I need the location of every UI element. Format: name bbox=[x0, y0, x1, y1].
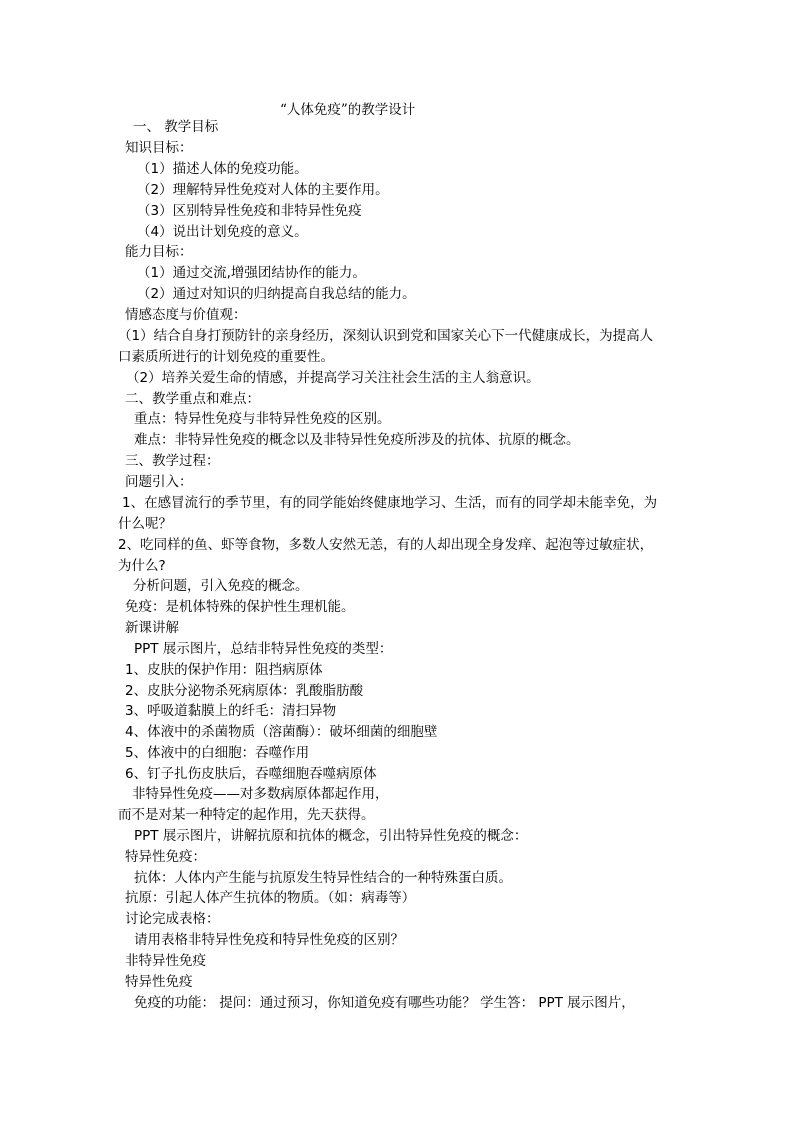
text-line: （4）说出计划免疫的意义。 bbox=[137, 224, 308, 240]
text-line: 特异性免疫： bbox=[125, 849, 206, 865]
text-line: 抗体：人体内产生能与抗原发生特异性结合的一种特殊蛋白质。 bbox=[134, 870, 512, 886]
text-line: 难点：非特异性免疫的概念以及非特异性免疫所涉及的抗体、抗原的概念。 bbox=[134, 432, 580, 448]
text-line: （1）结合自身打预防针的亲身经历，深刻认识到党和国家关心下一代健康成长，为提高人 bbox=[118, 328, 654, 344]
text-line: 免疫：是机体特殊的保护性生理机能。 bbox=[125, 599, 355, 615]
text-line: 讨论完成表格： bbox=[125, 911, 220, 927]
text-line: 2、吃同样的鱼、虾等食物，多数人安然无恙，有的人却出现全身发痒、起泡等过敏症状， bbox=[118, 537, 654, 553]
text-line: 1、皮肤的保护作用：阻挡病原体 bbox=[125, 662, 323, 678]
text-line: 重点：特异性免疫与非特异性免疫的区别。 bbox=[134, 411, 391, 427]
text-line: 免疫的功能： 提问：通过预习，你知道免疫有哪些功能？ 学生答： PPT 展示图片， bbox=[134, 995, 635, 1011]
text-line: 5、体液中的白细胞：吞噬作用 bbox=[125, 745, 310, 761]
text-line: （2）通过对知识的归纳提高自我总结的能力。 bbox=[137, 286, 416, 302]
text-line: 分析问题，引入免疫的概念。 bbox=[133, 578, 309, 594]
text-line: 1、在感冒流行的季节里，有的同学能始终健康地学习、生活，而有的同学却未能幸免，为 bbox=[122, 495, 658, 511]
text-line: 情感态度与价值观： bbox=[125, 307, 247, 323]
text-line: 非特异性免疫 bbox=[125, 953, 206, 969]
text-line: 非特异性免疫——对多数病原体都起作用， bbox=[132, 786, 389, 802]
text-line: 为什么? bbox=[118, 558, 166, 574]
text-line: （1）通过交流,增强团结协作的能力。 bbox=[137, 265, 366, 281]
text-line: 二、教学重点和难点： bbox=[125, 391, 260, 407]
text-line: 知识目标： bbox=[125, 140, 193, 156]
text-line: 6、钉子扎伤皮肤后，吞噬细胞吞噬病原体 bbox=[125, 766, 377, 782]
text-line: 4、体液中的杀菌物质（溶菌酶）：破坏细菌的细胞壁 bbox=[125, 724, 438, 740]
text-line: 特异性免疫 bbox=[125, 974, 193, 990]
text-line: 3、呼吸道黏膜上的纤毛：清扫异物 bbox=[125, 703, 337, 719]
text-line: （1）描述人体的免疫功能。 bbox=[137, 161, 308, 177]
text-line: 问题引入： bbox=[125, 474, 193, 490]
text-line: 能力目标： bbox=[125, 244, 193, 260]
text-line: 抗原：引起人体产生抗体的物质。（如：病毒等） bbox=[125, 890, 416, 906]
text-line: 而不是对某一种特定的起作用，先天获得。 bbox=[118, 807, 375, 823]
text-line: （3）区别特异性免疫和非特异性免疫 bbox=[137, 203, 362, 219]
text-line: 一、 教学目标 bbox=[133, 119, 219, 135]
text-line: （2）理解特异性免疫对人体的主要作用。 bbox=[137, 182, 389, 198]
text-line: 请用表格非特异性免疫和特异性免疫的区别？ bbox=[134, 932, 404, 948]
text-line: 2、皮肤分泌物杀死病原体：乳酸脂肪酸 bbox=[125, 683, 364, 699]
document-title: “人体免疫”的教学设计 bbox=[280, 102, 416, 118]
text-line: （2）培养关爱生命的情感，并提高学习关注社会生活的主人翁意识。 bbox=[126, 370, 540, 386]
text-line: 新课讲解 bbox=[125, 620, 179, 636]
text-line: 什么呢？ bbox=[118, 516, 172, 532]
text-line: 三、教学过程： bbox=[125, 453, 220, 469]
text-line: PPT 展示图片，讲解抗原和抗体的概念，引出特异性免疫的概念： bbox=[134, 828, 528, 844]
text-line: PPT 展示图片，总结非特异性免疫的类型： bbox=[134, 641, 393, 657]
text-line: 口素质所进行的计划免疫的重要性。 bbox=[118, 349, 334, 365]
